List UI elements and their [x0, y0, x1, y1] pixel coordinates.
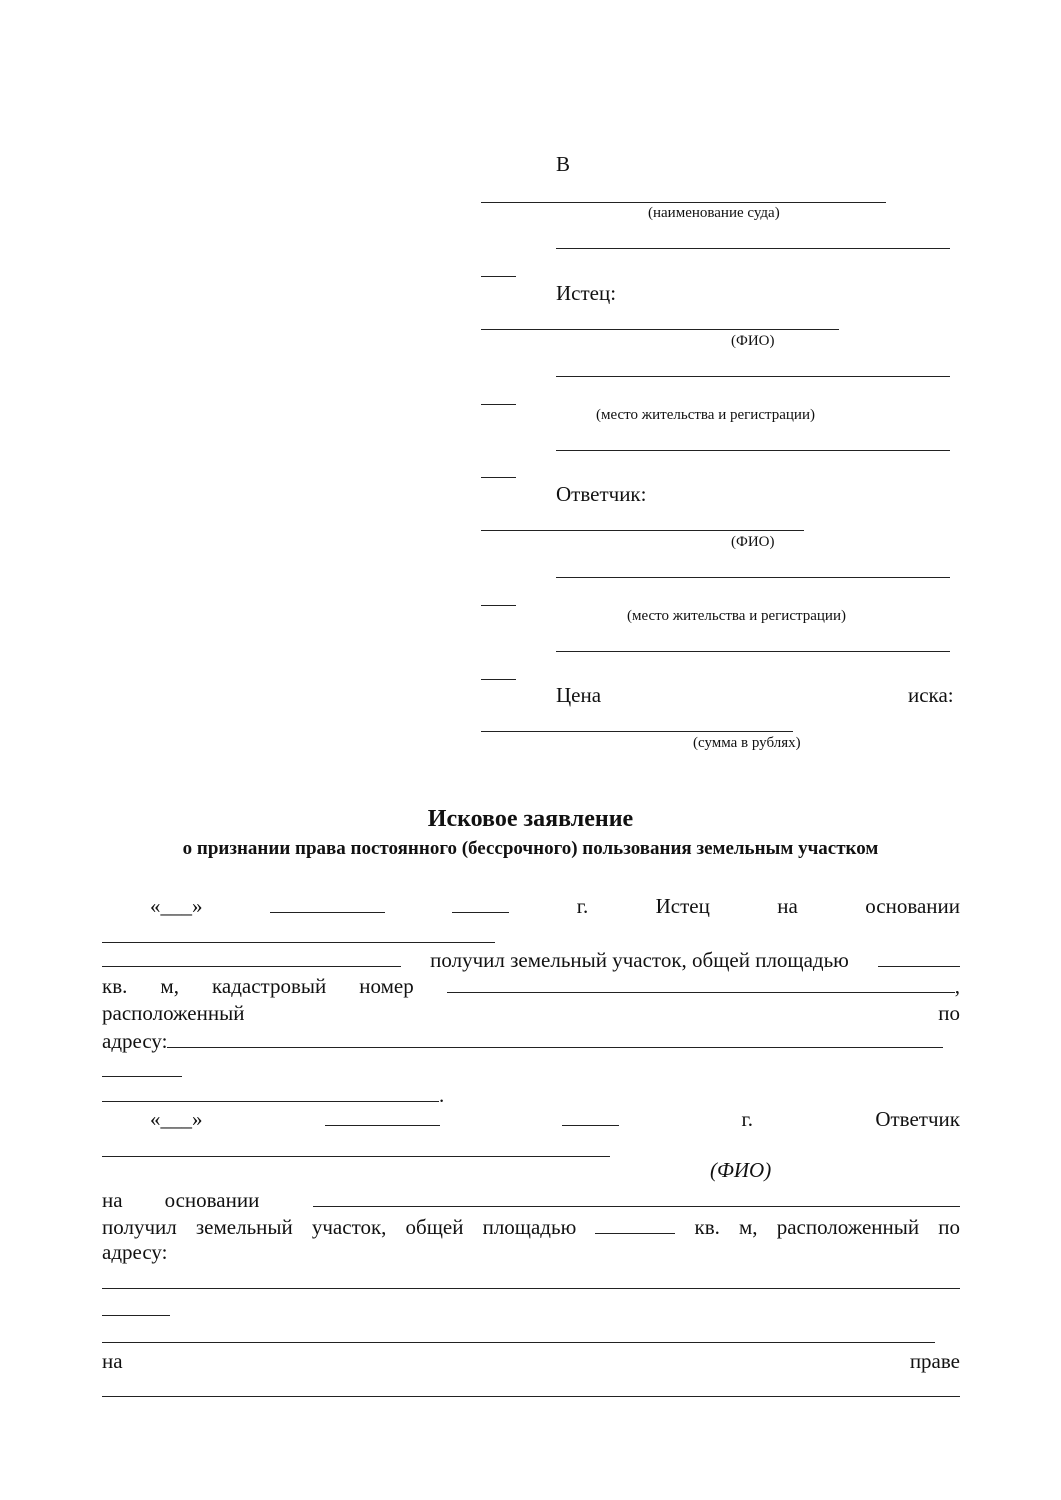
p1-line-3: [102, 974, 960, 999]
p1-word-osnovanii: основании: [865, 894, 960, 918]
p1-located: расположенный: [102, 1001, 245, 1025]
p1-date-month-blank: [270, 895, 385, 913]
court-name-line-2: [556, 248, 950, 249]
p3-na: на: [102, 1349, 123, 1373]
plaintiff-name-line-3: [481, 404, 516, 405]
p2-na: на: [102, 1188, 123, 1212]
p1-line-1: [150, 894, 960, 919]
to-court-label: В: [556, 152, 571, 176]
p1-area-blank: [878, 949, 960, 967]
p2-received: получил: [102, 1215, 177, 1239]
p1-line-5: [102, 1029, 960, 1054]
p1-line-4: [102, 1001, 960, 1026]
p2-address-line-2: [102, 1315, 170, 1316]
p1-address-label: адресу:: [102, 1029, 168, 1053]
p1-basis-blank: [102, 949, 401, 967]
court-name-line: [481, 202, 886, 203]
defendant-name-caption: (ФИО): [731, 534, 775, 550]
p2-line-2: [102, 1188, 960, 1213]
p2-kv: кв.: [694, 1215, 720, 1239]
p1-basis-line: [102, 942, 495, 943]
defendant-name-line: [481, 530, 804, 531]
p2-line-3: [102, 1215, 960, 1240]
document-subtitle: о признании права постоянного (бессрочного) пользования земельным участком: [182, 838, 879, 859]
p2-address-label: адресу:: [102, 1240, 168, 1264]
p1-m: м,: [160, 974, 179, 998]
plaintiff-name-line-2: [556, 376, 950, 377]
p2-line-1: [150, 1107, 960, 1132]
plaintiff-label: Истец:: [556, 281, 617, 305]
p1-cadastral: кадастровый: [211, 974, 327, 998]
court-name-caption: (наименование суда): [648, 205, 780, 221]
p1-address-line-2: [102, 1076, 182, 1077]
p2-date-day: «___»: [150, 1107, 203, 1131]
p3-right-line: [102, 1396, 960, 1397]
p2-located: расположенный: [776, 1215, 920, 1239]
p2-word-4: общей: [405, 1215, 464, 1239]
p1-g: г.: [576, 894, 589, 918]
defendant-name-line-3: [481, 605, 516, 606]
p1-kv: кв.: [102, 974, 128, 998]
court-name-line-3: [481, 276, 516, 277]
p3-line-1: [102, 1349, 960, 1374]
defendant-label: Ответчик:: [556, 482, 647, 506]
p2-g: г.: [741, 1107, 753, 1131]
p2-date-month-blank: [325, 1108, 440, 1126]
p1-number: номер: [359, 974, 414, 998]
p1-word-na: на: [777, 894, 798, 918]
p2-defendant: Ответчик: [875, 1107, 960, 1131]
p1-received-text: получил земельный участок, общей площадью: [430, 948, 849, 972]
price-label-2: иска:: [908, 683, 954, 707]
p2-m: м,: [739, 1215, 758, 1239]
p1-cadastral-blank: [447, 975, 955, 993]
p2-word-5: площадью: [482, 1215, 577, 1239]
defendant-address-caption: (место жительства и регистрации): [627, 608, 846, 624]
defendant-address-line: [556, 651, 950, 652]
p1-comma: ,: [954, 974, 960, 998]
p1-address-blank-3: [102, 1084, 439, 1102]
p1-line-6: [102, 1083, 960, 1108]
p2-word-2: земельный: [195, 1215, 293, 1239]
p1-period: .: [439, 1083, 445, 1107]
p1-line-2: [102, 948, 960, 973]
defendant-address-line-2: [481, 679, 516, 680]
price-line: [481, 731, 793, 732]
p1-date-day: «___»: [150, 894, 203, 918]
p2-osnovanii: основании: [164, 1188, 260, 1212]
p1-date-year-blank: [452, 895, 509, 913]
price-label: Цена: [556, 683, 602, 707]
p1-address-blank: [167, 1030, 943, 1048]
plaintiff-name-caption: (ФИО): [731, 333, 775, 349]
p2-defendant-line: [102, 1156, 610, 1157]
p2-basis-blank: [313, 1189, 960, 1207]
p2-word-3: участок,: [311, 1215, 387, 1239]
price-caption: (сумма в рублях): [693, 735, 801, 751]
plaintiff-address-line: [556, 450, 950, 451]
defendant-name-line-2: [556, 577, 950, 578]
p2-fio-caption: (ФИО): [710, 1158, 772, 1182]
plaintiff-address-caption: (место жительства и регистрации): [596, 407, 815, 423]
p3-prave: праве: [909, 1349, 960, 1373]
p1-po: по: [938, 1001, 960, 1025]
p2-address-line-3: [102, 1342, 935, 1343]
p2-date-year-blank: [562, 1108, 619, 1126]
plaintiff-name-line: [481, 329, 839, 330]
p2-po: по: [938, 1215, 960, 1239]
p2-address-line-1: [102, 1288, 960, 1289]
p2-area-blank: [595, 1216, 675, 1234]
plaintiff-address-line-2: [481, 477, 516, 478]
document-title: Исковое заявление: [427, 806, 634, 832]
p1-word-istets: Истец: [655, 894, 710, 918]
